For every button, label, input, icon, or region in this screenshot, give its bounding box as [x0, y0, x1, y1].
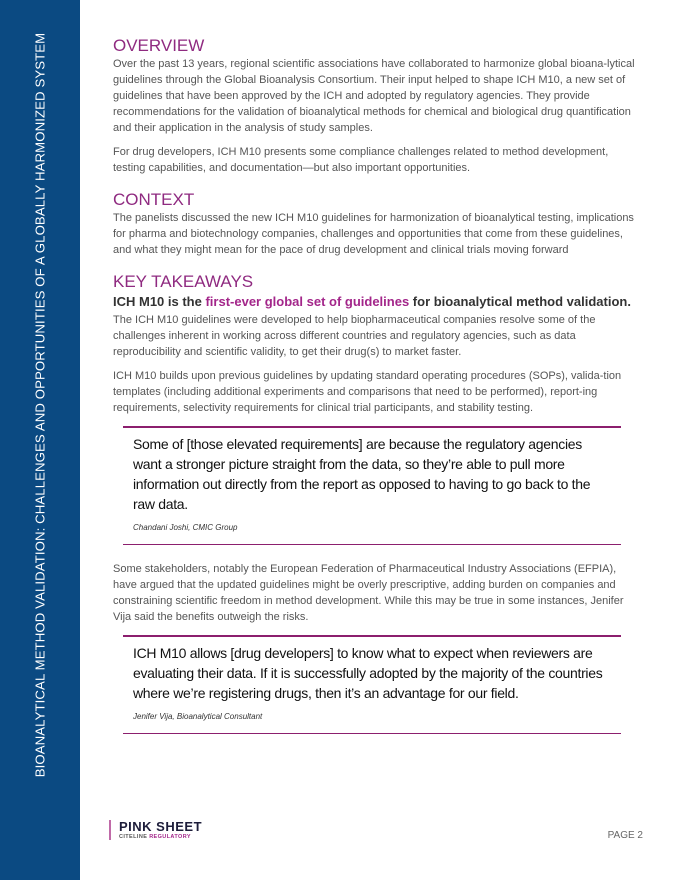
logo-main: PINK SHEET: [119, 819, 203, 834]
quote-attribution: Chandani Joshi, CMIC Group: [133, 523, 238, 532]
lead-text: ICH M10 is the: [113, 294, 206, 309]
paragraph: The ICH M10 guidelines were developed to help biopharmaceutical companies resolve some of the challenges inherent in working across different countries and regulatory agencies, such as data reproducibility and scientific validity, to get their drug(s) to market faster.: [113, 314, 596, 358]
logo-sub-b: REGULATORY: [149, 834, 191, 840]
pink-sheet-logo: [109, 820, 202, 840]
sidebar-title: BIOANALYTICAL METHOD VALIDATION: CHALLENGES AND OPPORTUNITIES OF A GLOBALLY HARMONIZED SYSTEM: [32, 32, 48, 778]
context-heading: CONTEXT: [113, 190, 195, 209]
sidebar: [0, 0, 80, 880]
page-number: PAGE 2: [607, 830, 643, 841]
paragraph: ICH M10 builds upon previous guidelines by updating standard operating procedures (SOPs), valida-tion templates (including additional experiments and comparisons that need to be performed), report-ing requirements, selectivity requirements for clinical trial participants, and stability testing.: [113, 370, 622, 414]
paragraph: For drug developers, ICH M10 presents some compliance challenges related to method development, testing capabilities, and documentation—but also important opportunities.: [113, 146, 609, 174]
overview-heading: OVERVIEW: [113, 36, 205, 55]
paragraph: Some stakeholders, notably the European Federation of Pharmaceutical Industry Associations (EFPIA), have argued that the updated guidelines might be overly prescriptive, adding burden on companies and constraining scientific freedom in method development. While this may be true in some instances, Jenifer Vija said the benefits outweigh the risks.: [113, 563, 624, 623]
logo-sub: [119, 834, 202, 840]
paragraph: The panelists discussed the new ICH M10 guidelines for harmonization of bioanalytical testing, implications for pharma and biotechnology companies, challenges and opportunities that come from these guidelines, and what they might mean for the pace of drug development and clinical trials moving forward: [113, 212, 634, 256]
overview-section: [113, 36, 643, 176]
pull-quote: [123, 426, 621, 545]
lead-statement: [113, 293, 643, 310]
lead-text: for bioanalytical method validation.: [409, 294, 631, 309]
quote-attribution: Jenifer Vija, Bioanalytical Consultant: [133, 712, 263, 721]
quote-text: Some of [those elevated requirements] are because the regulatory agencies want a stronger picture straight from the data, so they’re able to pull more information out directly from the report as opposed to having to go back to the raw data.: [133, 436, 591, 512]
pull-quote: [123, 635, 621, 734]
logo-sub-a: CITELINE: [119, 834, 150, 840]
takeaways-heading: KEY TAKEAWAYS: [113, 272, 254, 291]
paragraph: Over the past 13 years, regional scientific associations have collaborated to harmonize global bioana-lytical guidelines through the Global Bioanalysis Consortium. Their input helped to shape ICH M10, a new set of guidelines that have been approved by the ICH and adopted by regulatory agencies. They provide recommendations for the validation of bioanalytical methods for chemical and biological drug quantification and their application in the analysis of study samples.: [113, 58, 635, 134]
takeaways-section: [113, 272, 643, 734]
main-content: [113, 36, 643, 750]
quote-text: ICH M10 allows [drug developers] to know what to expect when reviewers are evaluating their data. If it is successfully adopted by the majority of the countries where we’re registering drugs, then it’s an advantage for our field.: [133, 645, 603, 701]
lead-highlight: first-ever global set of guidelines: [205, 294, 410, 309]
context-section: [113, 190, 643, 258]
